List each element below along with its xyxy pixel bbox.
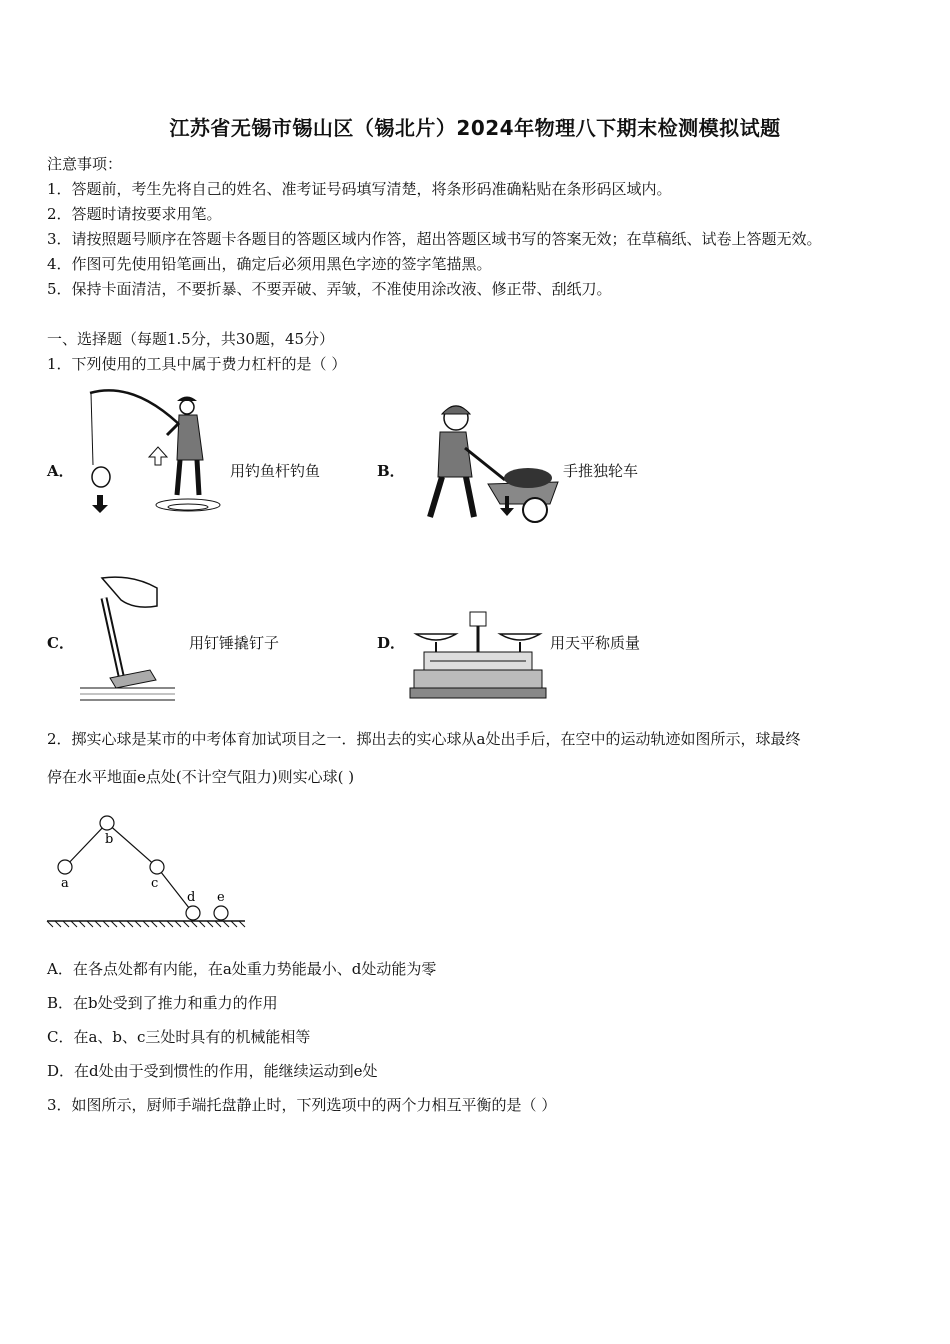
balance-scale-figure	[408, 608, 548, 703]
option-a-text: 用钓鱼杆钓鱼	[230, 462, 321, 480]
point-b	[100, 816, 114, 830]
trajectory-diagram	[45, 805, 250, 930]
page-title: 江苏省无锡市锡山区（锡北片）2024年物理八下期末检测模拟试题	[169, 116, 781, 140]
option-c-label: C．	[47, 634, 74, 652]
notice-item: 1．答题前，考生先将自己的姓名、准考证号码填写清楚，将条形码准确粘贴在条形码区域内。	[47, 180, 672, 198]
claw-hammer-figure	[80, 570, 180, 705]
q2-option-c: C．在a、b、c三处时具有的机械能相等	[47, 1028, 311, 1046]
q2-option-b: B．在b处受到了推力和重力的作用	[47, 994, 278, 1012]
option-b-text: 手推独轮车	[563, 462, 639, 480]
section-heading: 一、选择题（每题1.5分，共30题，45分）	[47, 330, 335, 348]
point-label: e	[217, 890, 225, 905]
option-d-text: 用天平称质量	[550, 634, 641, 652]
notice-item: 4．作图可先使用铅笔画出，确定后必须用黑色字迹的签字笔描黑。	[47, 255, 492, 273]
point-d	[186, 906, 200, 920]
notice-item: 5．保持卡面清洁，不要折暴、不要弄破、弄皱，不准使用涂改液、修正带、刮纸刀。	[47, 280, 612, 298]
option-a-label: A．	[47, 462, 74, 480]
point-label: b	[105, 832, 114, 847]
question-1-stem: 1．下列使用的工具中属于费力杠杆的是（ ）	[47, 355, 347, 373]
fishing-figure	[75, 385, 225, 525]
q2-option-d: D．在d处由于受到惯性的作用，能继续运动到e处	[47, 1062, 378, 1080]
notice-item: 3．请按照题号顺序在答题卡各题目的答题区域内作答，超出答题区域书写的答案无效；在草稿纸、试卷上答题无效。	[47, 230, 822, 248]
point-label: c	[151, 876, 159, 891]
notice-item: 2．答题时请按要求用笔。	[47, 205, 222, 223]
point-label: d	[187, 890, 196, 905]
question-2-stem-line1: 2．掷实心球是某市的中考体育加试项目之一．掷出去的实心球从a处出手后，在空中的运动轨迹如图所示，球最终	[47, 730, 801, 748]
option-d-label: D．	[377, 634, 406, 652]
notice-heading: 注意事项：	[47, 155, 123, 173]
point-e	[214, 906, 228, 920]
q2-option-a: A．在各点处都有内能，在a处重力势能最小、d处动能为零	[47, 960, 437, 978]
point-a	[58, 860, 72, 874]
option-b-label: B．	[377, 462, 405, 480]
wheelbarrow-figure	[410, 400, 565, 530]
question-3-stem: 3．如图所示，厨师手端托盘静止时，下列选项中的两个力相互平衡的是（ ）	[47, 1096, 557, 1114]
option-c-text: 用钉锤撬钉子	[189, 634, 280, 652]
point-c	[150, 860, 164, 874]
point-label: a	[61, 876, 69, 891]
question-2-stem-line2: 停在水平地面e点处(不计空气阻力)则实心球( )	[47, 768, 355, 786]
